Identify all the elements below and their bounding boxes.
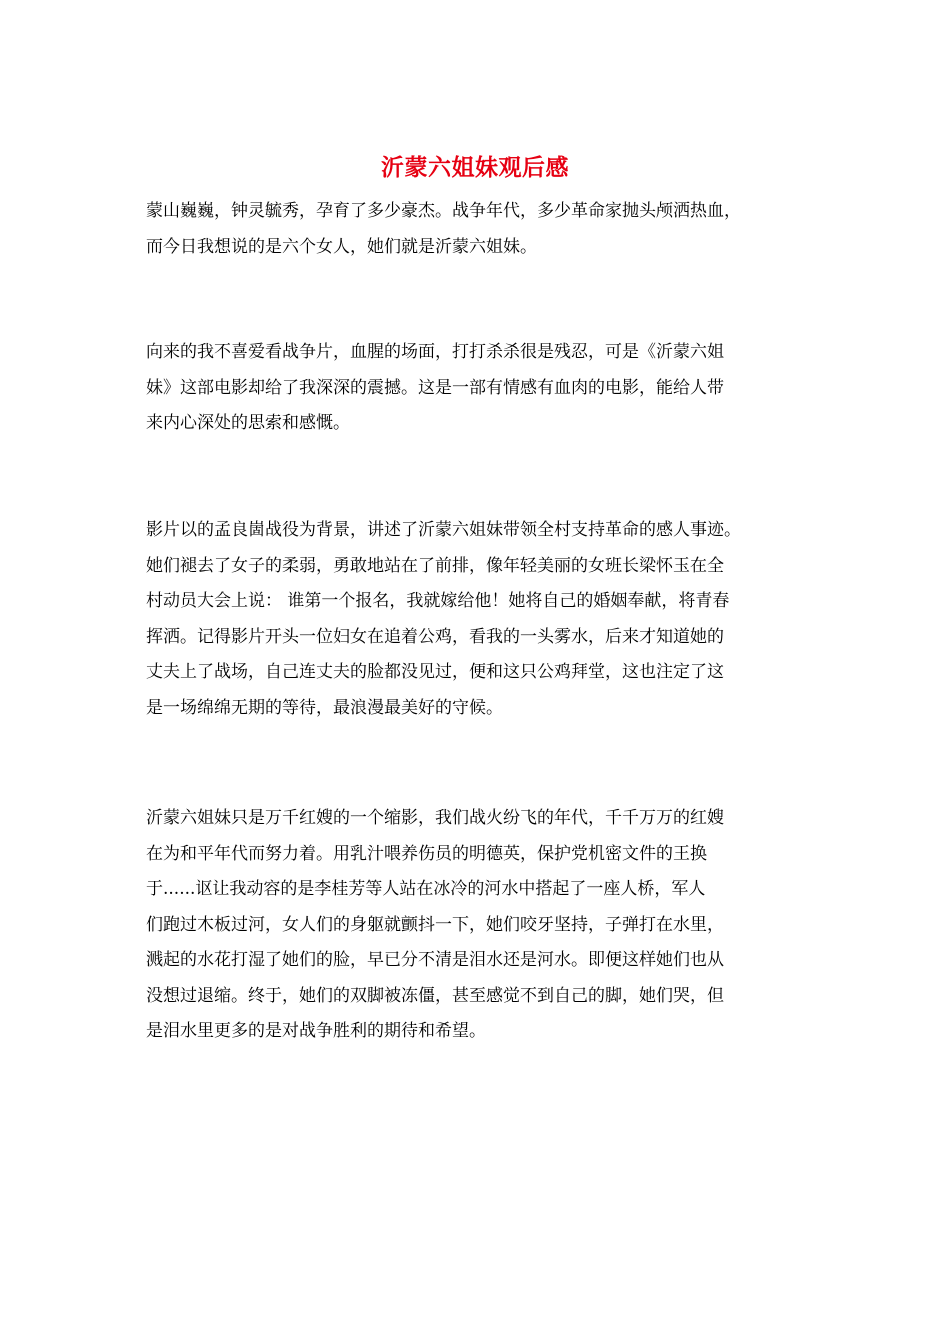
paragraph-1-line-2: 而今日我想说的是六个女人，她们就是沂蒙六姐妹。 — [146, 237, 537, 257]
paragraph-4-line-3: 于......讴让我动容的是李桂芳等人站在冰冷的河水中搭起了一座人桥，军人 — [146, 879, 706, 899]
paragraph-4-line-5: 溅起的水花打湿了她们的脸，早已分不清是泪水还是河水。即便这样她们也从 — [146, 950, 724, 970]
paragraph-2-line-2: 妹》这部电影却给了我深深的震撼。这是一部有情感有血肉的电影，能给人带 — [146, 378, 724, 398]
paragraph-4-line-2: 在为和平年代而努力着。用乳汁喂养伤员的明德英，保护党机密文件的王换 — [146, 844, 707, 864]
paragraph-4-line-7: 是泪水里更多的是对战争胜利的期待和希望。 — [146, 1021, 486, 1041]
paragraph-4-line-6: 没想过退缩。终于，她们的双脚被冻僵，甚至感觉不到自己的脚，她们哭，但 — [146, 986, 724, 1006]
paragraph-3-line-1: 影片以的孟良崮战役为背景，讲述了沂蒙六姐妹带领全村支持革命的感人事迹。 — [146, 520, 741, 540]
paragraph-2-line-3: 来内心深处的思索和感慨。 — [146, 413, 350, 433]
paragraph-3-line-4: 挥洒。记得影片开头一位妇女在追着公鸡，看我的一头雾水，后来才知道她的 — [146, 627, 724, 647]
paragraph-3-line-3: 村动员大会上说： 谁第一个报名，我就嫁给他！她将自己的婚姻奉献，将青春 — [146, 591, 730, 611]
paragraph-3-line-2: 她们褪去了女子的柔弱，勇敢地站在了前排，像年轻美丽的女班长梁怀玉在全 — [146, 556, 724, 576]
paragraph-1-line-1: 蒙山巍巍，钟灵毓秀，孕育了多少豪杰。战争年代，多少革命家抛头颅洒热血， — [146, 201, 741, 221]
paragraph-4-line-1: 沂蒙六姐妹只是万千红嫂的一个缩影，我们战火纷飞的年代，千千万万的红嫂 — [146, 808, 724, 828]
paragraph-3-line-5: 丈夫上了战场，自己连丈夫的脸都没见过，便和这只公鸡拜堂，这也注定了这 — [146, 662, 724, 682]
document-title: 沂蒙六姐妹观后感 — [381, 154, 569, 181]
paragraph-4-line-4: 们跑过木板过河，女人们的身躯就颤抖一下，她们咬牙坚持，子弹打在水里， — [146, 915, 724, 935]
paragraph-3-line-6: 是一场绵绵无期的等待，最浪漫最美好的守候。 — [146, 698, 503, 718]
paragraph-2-line-1: 向来的我不喜爱看战争片，血腥的场面，打打杀杀很是残忍，可是《沂蒙六姐 — [146, 342, 724, 362]
